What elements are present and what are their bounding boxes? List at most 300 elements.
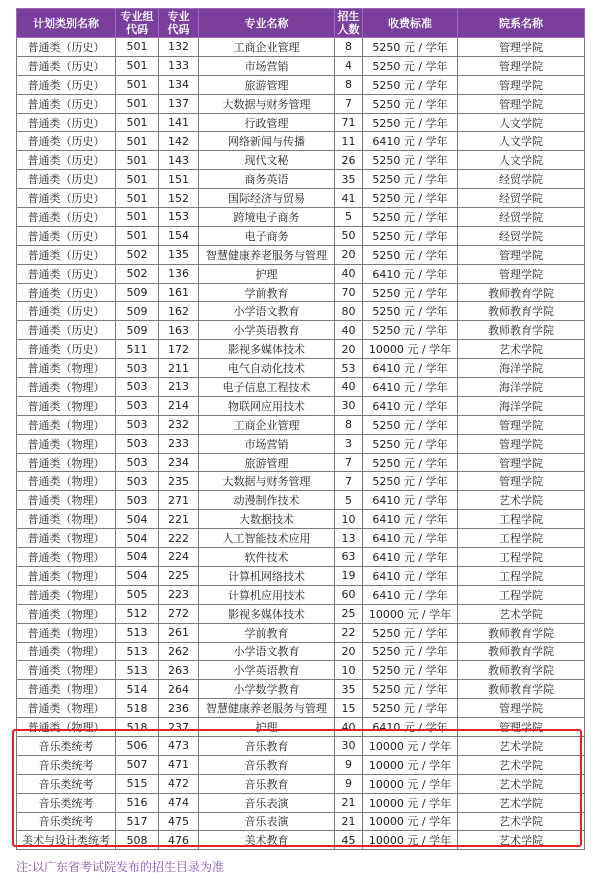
cell-major-code: 132 — [159, 38, 199, 57]
cell-plan-category: 普通类（历史） — [17, 283, 116, 302]
cell-major-name: 影视多媒体技术 — [199, 604, 335, 623]
cell-major-name: 智慧健康养老服务与管理 — [199, 699, 335, 718]
cell-plan-category: 普通类（物理） — [17, 623, 116, 642]
cell-group-code: 517 — [116, 812, 159, 831]
cell-tuition: 10000 元 / 学年 — [363, 793, 458, 812]
table-row — [17, 434, 585, 453]
cell-group-code: 503 — [116, 378, 159, 397]
header-plan-category: 计划类别名称 — [17, 9, 116, 38]
cell-department: 艺术学院 — [458, 340, 585, 359]
cell-enrollment-count: 13 — [335, 529, 363, 548]
cell-tuition: 5250 元 / 学年 — [363, 75, 458, 94]
cell-major-code: 271 — [159, 491, 199, 510]
cell-plan-category: 普通类（物理） — [17, 642, 116, 661]
cell-group-code: 509 — [116, 321, 159, 340]
cell-plan-category: 普通类（历史） — [17, 94, 116, 113]
cell-department: 管理学院 — [458, 718, 585, 737]
cell-group-code: 503 — [116, 359, 159, 378]
cell-group-code: 501 — [116, 38, 159, 57]
cell-group-code: 501 — [116, 113, 159, 132]
cell-enrollment-count: 30 — [335, 396, 363, 415]
cell-enrollment-count: 11 — [335, 132, 363, 151]
cell-enrollment-count: 7 — [335, 94, 363, 113]
cell-major-name: 小学语文教育 — [199, 642, 335, 661]
cell-department: 海洋学院 — [458, 378, 585, 397]
cell-department: 工程学院 — [458, 548, 585, 567]
cell-plan-category: 普通类（历史） — [17, 208, 116, 227]
cell-enrollment-count: 15 — [335, 699, 363, 718]
cell-tuition: 10000 元 / 学年 — [363, 340, 458, 359]
cell-plan-category: 普通类（物理） — [17, 415, 116, 434]
cell-plan-category: 美术与设计类统考 — [17, 831, 116, 850]
cell-major-code: 261 — [159, 623, 199, 642]
header-major-name: 专业名称 — [199, 9, 335, 38]
cell-enrollment-count: 8 — [335, 38, 363, 57]
cell-department: 管理学院 — [458, 56, 585, 75]
cell-department: 管理学院 — [458, 75, 585, 94]
cell-major-name: 计算机应用技术 — [199, 585, 335, 604]
table-row — [17, 340, 585, 359]
cell-enrollment-count: 71 — [335, 113, 363, 132]
cell-major-code: 214 — [159, 396, 199, 415]
cell-enrollment-count: 22 — [335, 623, 363, 642]
cell-enrollment-count: 20 — [335, 245, 363, 264]
cell-major-code: 137 — [159, 94, 199, 113]
cell-tuition: 5250 元 / 学年 — [363, 680, 458, 699]
cell-department: 艺术学院 — [458, 793, 585, 812]
table-row — [17, 718, 585, 737]
cell-plan-category: 普通类（物理） — [17, 718, 116, 737]
cell-department: 艺术学院 — [458, 812, 585, 831]
cell-major-code: 162 — [159, 302, 199, 321]
cell-major-name: 学前教育 — [199, 623, 335, 642]
header-major-code: 专业 代码 — [159, 9, 199, 38]
cell-major-name: 软件技术 — [199, 548, 335, 567]
cell-major-name: 音乐表演 — [199, 812, 335, 831]
table-row — [17, 604, 585, 623]
cell-plan-category: 普通类（历史） — [17, 170, 116, 189]
cell-department: 工程学院 — [458, 585, 585, 604]
cell-major-name: 旅游管理 — [199, 75, 335, 94]
table-row — [17, 415, 585, 434]
cell-major-name: 学前教育 — [199, 283, 335, 302]
cell-tuition: 5250 元 / 学年 — [363, 699, 458, 718]
cell-group-code: 509 — [116, 283, 159, 302]
cell-tuition: 6410 元 / 学年 — [363, 491, 458, 510]
table-row — [17, 189, 585, 208]
cell-group-code: 501 — [116, 170, 159, 189]
cell-plan-category: 音乐类统考 — [17, 793, 116, 812]
cell-group-code: 518 — [116, 699, 159, 718]
header-group-code: 专业组 代码 — [116, 9, 159, 38]
cell-department: 教师教育学院 — [458, 680, 585, 699]
table-row — [17, 510, 585, 529]
cell-major-code: 475 — [159, 812, 199, 831]
cell-major-name: 智慧健康养老服务与管理 — [199, 245, 335, 264]
cell-tuition: 10000 元 / 学年 — [363, 604, 458, 623]
cell-major-code: 161 — [159, 283, 199, 302]
cell-major-code: 134 — [159, 75, 199, 94]
cell-major-name: 大数据技术 — [199, 510, 335, 529]
table-row — [17, 302, 585, 321]
cell-plan-category: 普通类（物理） — [17, 472, 116, 491]
cell-group-code: 501 — [116, 226, 159, 245]
cell-group-code: 501 — [116, 94, 159, 113]
table-row — [17, 94, 585, 113]
cell-major-code: 233 — [159, 434, 199, 453]
cell-department: 教师教育学院 — [458, 283, 585, 302]
cell-tuition: 6410 元 / 学年 — [363, 548, 458, 567]
table-row — [17, 56, 585, 75]
cell-plan-category: 音乐类统考 — [17, 774, 116, 793]
cell-tuition: 5250 元 / 学年 — [363, 245, 458, 264]
cell-department: 工程学院 — [458, 510, 585, 529]
cell-tuition: 6410 元 / 学年 — [363, 585, 458, 604]
cell-plan-category: 普通类（物理） — [17, 680, 116, 699]
cell-tuition: 5250 元 / 学年 — [363, 38, 458, 57]
cell-major-code: 262 — [159, 642, 199, 661]
cell-tuition: 5250 元 / 学年 — [363, 113, 458, 132]
cell-enrollment-count: 45 — [335, 831, 363, 850]
cell-plan-category: 普通类（历史） — [17, 132, 116, 151]
cell-group-code: 515 — [116, 774, 159, 793]
cell-major-name: 电子信息工程技术 — [199, 378, 335, 397]
table-row — [17, 264, 585, 283]
cell-major-name: 工商企业管理 — [199, 415, 335, 434]
cell-plan-category: 普通类（历史） — [17, 226, 116, 245]
cell-plan-category: 普通类（物理） — [17, 396, 116, 415]
header-enrollment-count: 招生 人数 — [335, 9, 363, 38]
cell-enrollment-count: 10 — [335, 661, 363, 680]
enrollment-table-container — [16, 8, 584, 850]
cell-enrollment-count: 35 — [335, 680, 363, 699]
cell-enrollment-count: 4 — [335, 56, 363, 75]
cell-department: 人文学院 — [458, 151, 585, 170]
cell-department: 经贸学院 — [458, 208, 585, 227]
table-row — [17, 453, 585, 472]
cell-department: 经贸学院 — [458, 170, 585, 189]
cell-enrollment-count: 70 — [335, 283, 363, 302]
cell-major-code: 272 — [159, 604, 199, 623]
cell-major-name: 音乐教育 — [199, 736, 335, 755]
table-row — [17, 642, 585, 661]
cell-tuition: 5250 元 / 学年 — [363, 170, 458, 189]
cell-plan-category: 音乐类统考 — [17, 736, 116, 755]
cell-major-code: 213 — [159, 378, 199, 397]
table-row — [17, 132, 585, 151]
cell-department: 艺术学院 — [458, 774, 585, 793]
cell-plan-category: 普通类（历史） — [17, 189, 116, 208]
cell-department: 工程学院 — [458, 566, 585, 585]
cell-major-code: 476 — [159, 831, 199, 850]
cell-department: 艺术学院 — [458, 604, 585, 623]
cell-major-name: 大数据与财务管理 — [199, 94, 335, 113]
cell-group-code: 505 — [116, 585, 159, 604]
cell-major-name: 小学数学教育 — [199, 680, 335, 699]
cell-department: 艺术学院 — [458, 831, 585, 850]
cell-enrollment-count: 19 — [335, 566, 363, 585]
cell-major-name: 计算机网络技术 — [199, 566, 335, 585]
cell-department: 教师教育学院 — [458, 302, 585, 321]
cell-major-code: 163 — [159, 321, 199, 340]
cell-major-name: 护理 — [199, 264, 335, 283]
enrollment-plan-table — [16, 8, 585, 850]
cell-plan-category: 普通类（历史） — [17, 340, 116, 359]
cell-enrollment-count: 35 — [335, 170, 363, 189]
cell-group-code: 503 — [116, 396, 159, 415]
cell-major-code: 236 — [159, 699, 199, 718]
cell-tuition: 5250 元 / 学年 — [363, 434, 458, 453]
cell-major-name: 市场营销 — [199, 56, 335, 75]
cell-group-code: 502 — [116, 245, 159, 264]
cell-plan-category: 普通类（历史） — [17, 245, 116, 264]
cell-department: 管理学院 — [458, 434, 585, 453]
cell-major-name: 网络新闻与传播 — [199, 132, 335, 151]
cell-tuition: 6410 元 / 学年 — [363, 264, 458, 283]
table-row — [17, 736, 585, 755]
cell-major-code: 135 — [159, 245, 199, 264]
cell-department: 管理学院 — [458, 699, 585, 718]
table-row — [17, 585, 585, 604]
table-row — [17, 623, 585, 642]
table-row — [17, 699, 585, 718]
cell-enrollment-count: 7 — [335, 472, 363, 491]
cell-enrollment-count: 41 — [335, 189, 363, 208]
table-row — [17, 321, 585, 340]
cell-group-code: 503 — [116, 434, 159, 453]
cell-plan-category: 普通类（历史） — [17, 302, 116, 321]
cell-group-code: 503 — [116, 453, 159, 472]
cell-group-code: 512 — [116, 604, 159, 623]
cell-major-code: 221 — [159, 510, 199, 529]
cell-group-code: 501 — [116, 56, 159, 75]
cell-plan-category: 普通类（物理） — [17, 510, 116, 529]
cell-tuition: 5250 元 / 学年 — [363, 208, 458, 227]
cell-enrollment-count: 60 — [335, 585, 363, 604]
cell-major-code: 472 — [159, 774, 199, 793]
table-row — [17, 151, 585, 170]
cell-major-code: 473 — [159, 736, 199, 755]
table-row — [17, 680, 585, 699]
cell-tuition: 10000 元 / 学年 — [363, 812, 458, 831]
cell-plan-category: 普通类（历史） — [17, 113, 116, 132]
cell-group-code: 501 — [116, 151, 159, 170]
cell-tuition: 10000 元 / 学年 — [363, 736, 458, 755]
cell-plan-category: 普通类（历史） — [17, 56, 116, 75]
cell-department: 管理学院 — [458, 94, 585, 113]
cell-major-code: 222 — [159, 529, 199, 548]
cell-tuition: 5250 元 / 学年 — [363, 472, 458, 491]
cell-plan-category: 普通类（历史） — [17, 151, 116, 170]
cell-plan-category: 普通类（物理） — [17, 529, 116, 548]
cell-enrollment-count: 10 — [335, 510, 363, 529]
cell-tuition: 5250 元 / 学年 — [363, 151, 458, 170]
cell-enrollment-count: 20 — [335, 642, 363, 661]
cell-department: 管理学院 — [458, 415, 585, 434]
cell-tuition: 5250 元 / 学年 — [363, 302, 458, 321]
cell-enrollment-count: 5 — [335, 208, 363, 227]
cell-group-code: 511 — [116, 340, 159, 359]
cell-major-code: 263 — [159, 661, 199, 680]
cell-tuition: 5250 元 / 学年 — [363, 415, 458, 434]
cell-plan-category: 普通类（物理） — [17, 661, 116, 680]
cell-department: 艺术学院 — [458, 736, 585, 755]
cell-plan-category: 普通类（物理） — [17, 378, 116, 397]
cell-plan-category: 普通类（物理） — [17, 548, 116, 567]
cell-tuition: 5250 元 / 学年 — [363, 623, 458, 642]
cell-major-code: 235 — [159, 472, 199, 491]
table-row — [17, 208, 585, 227]
cell-major-code: 152 — [159, 189, 199, 208]
cell-major-name: 影视多媒体技术 — [199, 340, 335, 359]
cell-major-code: 143 — [159, 151, 199, 170]
cell-enrollment-count: 25 — [335, 604, 363, 623]
cell-tuition: 5250 元 / 学年 — [363, 283, 458, 302]
cell-tuition: 5250 元 / 学年 — [363, 189, 458, 208]
cell-plan-category: 音乐类统考 — [17, 812, 116, 831]
cell-group-code: 504 — [116, 510, 159, 529]
cell-department: 艺术学院 — [458, 755, 585, 774]
table-row — [17, 359, 585, 378]
table-row — [17, 755, 585, 774]
cell-major-code: 224 — [159, 548, 199, 567]
table-row — [17, 812, 585, 831]
cell-group-code: 504 — [116, 529, 159, 548]
cell-department: 人文学院 — [458, 132, 585, 151]
cell-major-code: 136 — [159, 264, 199, 283]
cell-plan-category: 普通类（历史） — [17, 75, 116, 94]
cell-major-code: 234 — [159, 453, 199, 472]
cell-major-name: 工商企业管理 — [199, 38, 335, 57]
cell-enrollment-count: 80 — [335, 302, 363, 321]
cell-department: 人文学院 — [458, 113, 585, 132]
cell-tuition: 6410 元 / 学年 — [363, 510, 458, 529]
cell-enrollment-count: 8 — [335, 75, 363, 94]
cell-group-code: 504 — [116, 566, 159, 585]
cell-department: 管理学院 — [458, 264, 585, 283]
cell-major-name: 市场营销 — [199, 434, 335, 453]
cell-group-code: 513 — [116, 642, 159, 661]
cell-group-code: 508 — [116, 831, 159, 850]
cell-major-name: 跨境电子商务 — [199, 208, 335, 227]
cell-tuition: 10000 元 / 学年 — [363, 831, 458, 850]
cell-group-code: 516 — [116, 793, 159, 812]
cell-tuition: 6410 元 / 学年 — [363, 396, 458, 415]
table-row — [17, 566, 585, 585]
cell-department: 海洋学院 — [458, 396, 585, 415]
cell-enrollment-count: 30 — [335, 736, 363, 755]
cell-group-code: 503 — [116, 415, 159, 434]
cell-tuition: 6410 元 / 学年 — [363, 378, 458, 397]
cell-major-name: 音乐表演 — [199, 793, 335, 812]
cell-enrollment-count: 5 — [335, 491, 363, 510]
cell-enrollment-count: 8 — [335, 415, 363, 434]
cell-tuition: 5250 元 / 学年 — [363, 226, 458, 245]
cell-enrollment-count: 63 — [335, 548, 363, 567]
cell-tuition: 6410 元 / 学年 — [363, 566, 458, 585]
cell-group-code: 518 — [116, 718, 159, 737]
cell-plan-category: 普通类（历史） — [17, 264, 116, 283]
table-row — [17, 396, 585, 415]
cell-department: 教师教育学院 — [458, 661, 585, 680]
table-header-row — [17, 9, 585, 38]
cell-enrollment-count: 3 — [335, 434, 363, 453]
cell-plan-category: 普通类（历史） — [17, 321, 116, 340]
table-row — [17, 226, 585, 245]
cell-major-name: 电气自动化技术 — [199, 359, 335, 378]
table-row — [17, 774, 585, 793]
table-row — [17, 793, 585, 812]
cell-plan-category: 普通类（历史） — [17, 38, 116, 57]
cell-group-code: 509 — [116, 302, 159, 321]
cell-group-code: 503 — [116, 491, 159, 510]
cell-tuition: 6410 元 / 学年 — [363, 132, 458, 151]
cell-enrollment-count: 40 — [335, 321, 363, 340]
cell-tuition: 5250 元 / 学年 — [363, 94, 458, 113]
cell-group-code: 507 — [116, 755, 159, 774]
cell-major-name: 现代文秘 — [199, 151, 335, 170]
cell-tuition: 6410 元 / 学年 — [363, 529, 458, 548]
cell-plan-category: 普通类（物理） — [17, 434, 116, 453]
cell-tuition: 5250 元 / 学年 — [363, 321, 458, 340]
cell-group-code: 501 — [116, 208, 159, 227]
cell-group-code: 501 — [116, 132, 159, 151]
cell-department: 管理学院 — [458, 472, 585, 491]
cell-major-name: 国际经济与贸易 — [199, 189, 335, 208]
cell-group-code: 501 — [116, 75, 159, 94]
cell-major-code: 264 — [159, 680, 199, 699]
cell-tuition: 5250 元 / 学年 — [363, 56, 458, 75]
cell-enrollment-count: 40 — [335, 264, 363, 283]
cell-major-code: 151 — [159, 170, 199, 189]
cell-tuition: 5250 元 / 学年 — [363, 453, 458, 472]
cell-plan-category: 普通类（物理） — [17, 359, 116, 378]
cell-department: 管理学院 — [458, 38, 585, 57]
cell-major-code: 211 — [159, 359, 199, 378]
footnote: 注:以广东省考试院发布的招生目录为准 — [16, 860, 225, 874]
cell-major-name: 行政管理 — [199, 113, 335, 132]
cell-department: 教师教育学院 — [458, 642, 585, 661]
cell-department: 艺术学院 — [458, 491, 585, 510]
cell-major-name: 音乐教育 — [199, 755, 335, 774]
cell-plan-category: 普通类（物理） — [17, 491, 116, 510]
cell-major-name: 人工智能技术应用 — [199, 529, 335, 548]
cell-department: 教师教育学院 — [458, 321, 585, 340]
cell-enrollment-count: 40 — [335, 718, 363, 737]
cell-tuition: 5250 元 / 学年 — [363, 642, 458, 661]
cell-tuition: 10000 元 / 学年 — [363, 774, 458, 793]
cell-major-name: 美术教育 — [199, 831, 335, 850]
cell-department: 海洋学院 — [458, 359, 585, 378]
cell-major-code: 141 — [159, 113, 199, 132]
cell-plan-category: 普通类（物理） — [17, 585, 116, 604]
cell-enrollment-count: 21 — [335, 793, 363, 812]
cell-major-code: 474 — [159, 793, 199, 812]
table-row — [17, 75, 585, 94]
table-row — [17, 245, 585, 264]
table-row — [17, 283, 585, 302]
cell-group-code: 503 — [116, 472, 159, 491]
cell-major-code: 223 — [159, 585, 199, 604]
cell-department: 管理学院 — [458, 453, 585, 472]
cell-department: 管理学院 — [458, 245, 585, 264]
table-row — [17, 491, 585, 510]
cell-major-code: 172 — [159, 340, 199, 359]
cell-major-code: 154 — [159, 226, 199, 245]
cell-major-name: 护理 — [199, 718, 335, 737]
cell-department: 教师教育学院 — [458, 623, 585, 642]
cell-major-code: 232 — [159, 415, 199, 434]
